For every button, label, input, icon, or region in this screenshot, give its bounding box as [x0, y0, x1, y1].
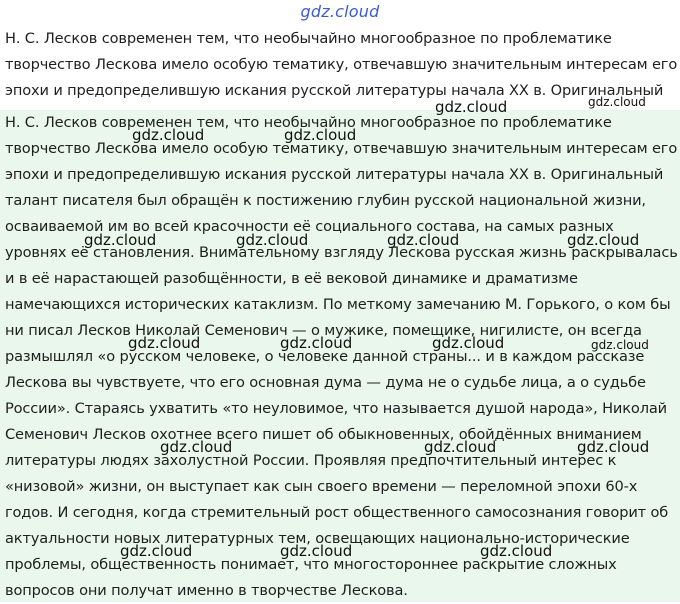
highlighted-text-block [0, 110, 680, 602]
first-text-block [0, 26, 680, 110]
watermark: gdz.cloud [84, 231, 157, 249]
text-line: вопросов они получат именно в творчестве Лескова. [5, 582, 408, 599]
text-line: проблемы, общественность понимает, что многостороннее раскрытие сложных [5, 556, 617, 573]
text-line: осваиваемой им во всей красочности её социального состава, на самых разных [5, 218, 614, 235]
text-line: «низовой» жизни, он выступает как сын своего времени — переломной эпохи 60-х [5, 478, 638, 495]
text-line: ни писал Лесков Николай Семенович — о мужике, помещике, нигилисте, он всегда [5, 322, 642, 339]
text-line: Н. С. Лесков современен тем, что необычайно многообразное по проблематике [5, 114, 612, 131]
text-line: литературы людях захолустной России. Проявляя предпочтительный интерес к [5, 452, 617, 469]
site-logo[interactable]: gdz.cloud [300, 2, 380, 21]
text-line: талант писателя был обращён к постижению глубин русской национальной жизни, [5, 192, 646, 209]
watermark: gdz.cloud [236, 231, 309, 249]
text-line: творчество Лескова имело особую тематику, отвечавшую значительным интересам его [5, 56, 678, 73]
text-line: актуальности новых литературных тем, освещающих национально-исторические [5, 530, 630, 547]
watermark: gdz.cloud [435, 98, 508, 116]
watermark: gdz.cloud [567, 231, 640, 249]
text-line: и в её нарастающей разобщённости, в её вековой динамике и драматизме [5, 270, 578, 287]
watermark: gdz.cloud [132, 126, 205, 144]
watermark: gdz.cloud [588, 95, 646, 109]
watermark: gdz.cloud [424, 438, 497, 456]
watermark: gdz.cloud [160, 438, 233, 456]
watermark: gdz.cloud [577, 438, 650, 456]
text-line: уровнях её становления. Внимательному взгляду Лескова русская жизнь раскрывалась [5, 244, 678, 261]
text-line: творчество Лескова имело особую тематику, отвечавшую значительным интересам его [5, 140, 678, 157]
text-line: Н. С. Лесков современен тем, что необычайно многообразное по проблематике [5, 30, 612, 47]
watermark: gdz.cloud [387, 231, 460, 249]
watermark: gdz.cloud [280, 334, 353, 352]
text-line: годов. И сегодня, когда стремительный рост общественного самосознания говорит об [5, 504, 669, 521]
text-line: России». Стараясь ухватить «то неуловимое, что называется душой народа», Николай [5, 400, 667, 417]
watermark: gdz.cloud [284, 126, 357, 144]
watermark: gdz.cloud [432, 334, 505, 352]
text-line: эпохи и предопределившую искания русской литературы начала XX в. Оригинальный [5, 166, 664, 183]
watermark: gdz.cloud [480, 542, 553, 560]
watermark: gdz.cloud [120, 542, 193, 560]
text-line: размышлял «о русском человеке, о человеке данной страны... и в каждом рассказе [5, 348, 645, 365]
watermark: gdz.cloud [128, 334, 201, 352]
text-line: намечающихся исторических катаклизм. По меткому замечанию М. Горького, о ком бы [5, 296, 671, 313]
text-line: эпохи и предопределившую искания русской литературы начала XX в. Оригинальный [5, 82, 664, 99]
watermark: gdz.cloud [280, 542, 353, 560]
watermark: gdz.cloud [591, 338, 649, 352]
text-line: Семенович Лесков охотнее всего пишет об обыкновенных, обойдённых вниманием [5, 426, 642, 443]
text-line: Лескова вы чувствуете, что его основная дума — дума не о судьбе лица, а о судьбе [5, 374, 646, 391]
